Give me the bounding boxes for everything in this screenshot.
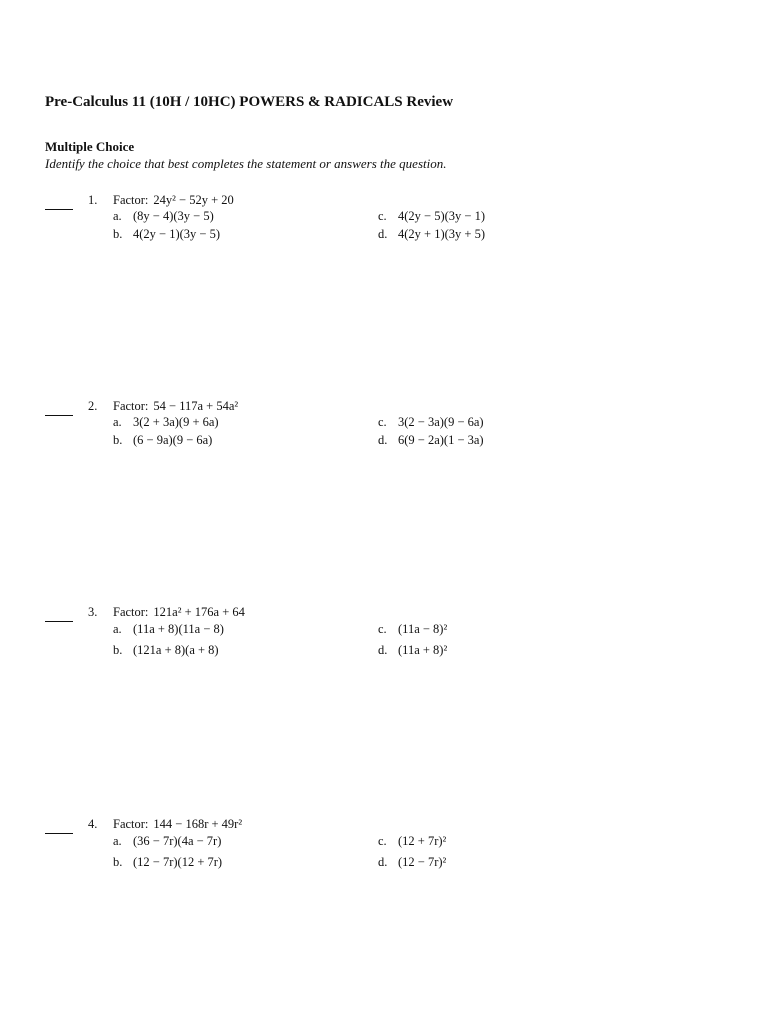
option-letter: b. (113, 643, 123, 657)
option-letter: d. (378, 643, 388, 657)
option-letter: c. (378, 834, 387, 848)
option-a (113, 209, 214, 224)
option-text: (12 − 7r)(12 + 7r) (133, 855, 223, 869)
option-letter: a. (113, 834, 122, 848)
question-stem (113, 193, 234, 208)
question-2 (0, 397, 768, 457)
option-letter: d. (378, 227, 388, 241)
option-b (113, 643, 219, 658)
option-text: (6 − 9a)(9 − 6a) (133, 433, 213, 447)
answer-blank[interactable] (45, 401, 73, 416)
question-expression: 54 − 117a + 54a² (153, 399, 239, 413)
option-letter: a. (113, 209, 122, 223)
question-1 (0, 191, 768, 251)
question-stem (113, 399, 238, 414)
question-number: 1. (88, 193, 98, 207)
option-text: 4(2y + 1)(3y + 5) (398, 227, 485, 241)
option-text: (8y − 4)(3y − 5) (133, 209, 214, 223)
option-text: 3(2 + 3a)(9 + 6a) (133, 415, 219, 429)
option-b (113, 227, 220, 242)
question-stem (113, 605, 245, 620)
option-letter: a. (113, 415, 122, 429)
factor-word: Factor: (113, 605, 149, 619)
answer-blank[interactable] (45, 607, 73, 622)
option-text: 4(2y − 1)(3y − 5) (133, 227, 220, 241)
answer-blank[interactable] (45, 195, 73, 210)
option-text: 3(2 − 3a)(9 − 6a) (398, 415, 484, 429)
option-text: (12 + 7r)² (398, 834, 447, 848)
option-a (113, 622, 224, 637)
option-d (378, 227, 485, 242)
section-instructions: Identify the choice that best completes the statement or answers the question. (45, 156, 447, 171)
option-d (378, 643, 447, 658)
option-c (378, 415, 484, 430)
option-d (378, 433, 484, 448)
option-text: (121a + 8)(a + 8) (133, 643, 219, 657)
factor-word: Factor: (113, 399, 149, 413)
option-d (378, 855, 446, 870)
question-expression: 144 − 168r + 49r² (153, 817, 243, 831)
question-expression: 24y² − 52y + 20 (153, 193, 234, 207)
question-number: 2. (88, 399, 98, 413)
option-letter: c. (378, 622, 387, 636)
section-heading: Multiple Choice (45, 139, 135, 154)
option-text: (12 − 7r)² (398, 855, 447, 869)
option-letter: b. (113, 433, 123, 447)
option-letter: a. (113, 622, 122, 636)
question-4 (0, 815, 768, 875)
option-letter: d. (378, 433, 388, 447)
question-3 (0, 603, 768, 663)
option-letter: c. (378, 415, 387, 429)
option-c (378, 209, 485, 224)
option-text: 6(9 − 2a)(1 − 3a) (398, 433, 484, 447)
option-c (378, 834, 446, 849)
factor-word: Factor: (113, 817, 149, 831)
factor-word: Factor: (113, 193, 149, 207)
option-b (113, 433, 212, 448)
option-b (113, 855, 222, 870)
question-number: 4. (88, 817, 98, 831)
option-text: 4(2y − 5)(3y − 1) (398, 209, 485, 223)
option-letter: b. (113, 227, 123, 241)
option-text: (36 − 7r)(4a − 7r) (133, 834, 222, 848)
option-letter: c. (378, 209, 387, 223)
question-stem (113, 817, 242, 832)
option-text: (11a − 8)² (398, 622, 448, 636)
question-expression: 121a² + 176a + 64 (153, 605, 245, 619)
option-text: (11a + 8)² (398, 643, 448, 657)
question-number: 3. (88, 605, 98, 619)
option-text: (11a + 8)(11a − 8) (133, 622, 224, 636)
page-title: Pre-Calculus 11 (10H / 10HC) POWERS & RADICALS Review (45, 94, 454, 110)
option-letter: b. (113, 855, 123, 869)
option-a (113, 834, 221, 849)
answer-blank[interactable] (45, 819, 73, 834)
option-c (378, 622, 447, 637)
option-a (113, 415, 219, 430)
option-letter: d. (378, 855, 388, 869)
